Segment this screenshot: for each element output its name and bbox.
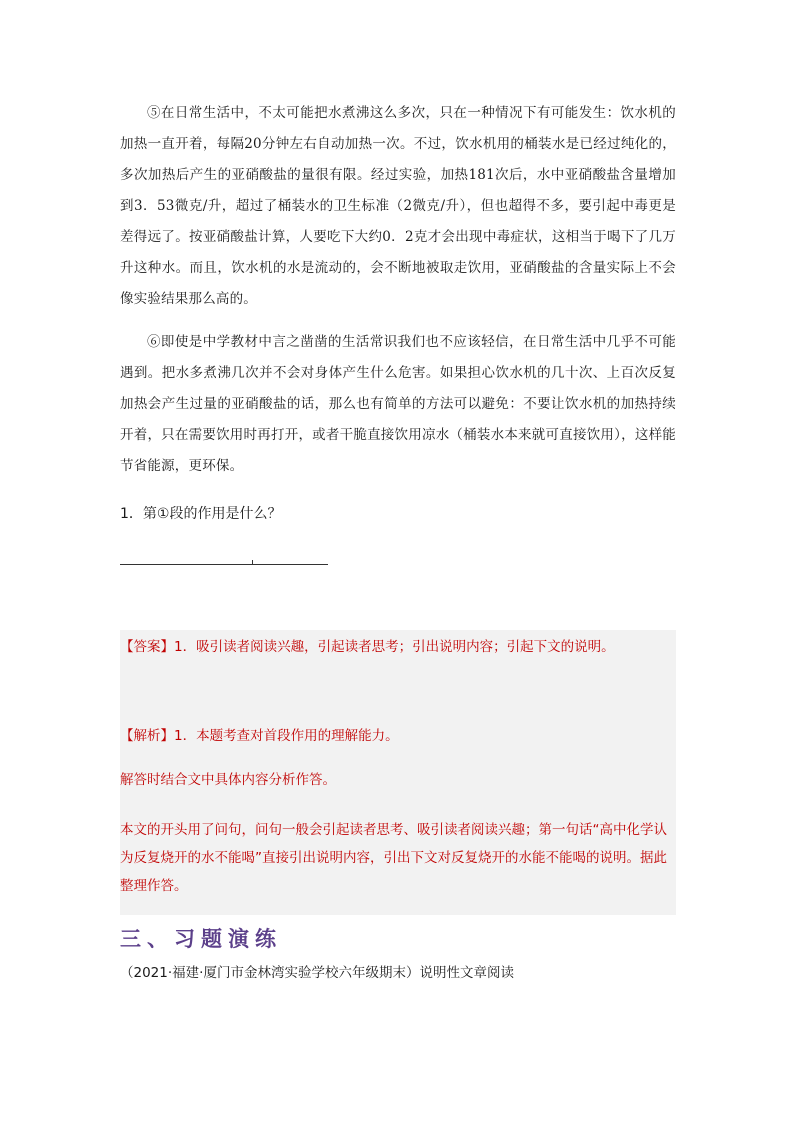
answer-blank-line[interactable] (120, 564, 328, 565)
section-title: 三、习题演练 (120, 926, 282, 951)
article-paragraph-6: ⑥即使是中学教材中言之凿凿的生活常识我们也不应该轻信，在日常生活中几乎不可能遇到。把水多煮沸几次并不会对身体产生什么危害。如果担心饮水机的几十次、上百次反复加热会产生过量的亚硝酸盐的话，那么也有简单的方法可以避免：不要让饮水机的加热持续开着，只在需要饮用时再打开，或者干脆直接饮用凉水（桶装水本来就可直接饮用），这样能节省能源，更环保。 (120, 334, 676, 474)
answer-label: 【答案】 (120, 639, 174, 655)
analysis-label: 【解析】 (120, 728, 174, 744)
answer-line (120, 637, 615, 657)
answer-text: 1．吸引读者阅读兴趣，引起读者思考；引出说明内容；引起下文的说明。 (174, 639, 615, 655)
analysis-line (120, 726, 399, 746)
question-1: 1．第①段的作用是什么？ (120, 506, 282, 522)
answer-blank-tick (252, 560, 253, 565)
analysis-text: 1．本题考查对首段作用的理解能力。 (174, 728, 399, 744)
article-paragraph-5: ⑤在日常生活中，不太可能把水煮沸这么多次，只在一种情况下有可能发生：饮水机的加热一直开着，每隔20分钟左右自动加热一次。不过，饮水机用的桶装水是已经过纯化的，多次加热后产生的亚硝酸盐的量很有限。经过实验，加热181次后，水中亚硝酸盐含量增加到3．53微克/升，超过了桶装水的卫生标准（2微克/升），但也超得不多，要引起中毒更是差得远了。按亚硝酸盐计算，人要吃下大约0．2克才会出现中毒症状，这相当于喝下了几万升这种水。而且，饮水机的水是流动的，会不断地被取走饮用，亚硝酸盐的含量实际上不会像实验结果那么高的。 (120, 105, 676, 307)
analysis-line-2: 解答时结合文中具体内容分析作答。 (120, 772, 336, 788)
analysis-line-3: 本文的开头用了问句，问句一般会引起读者思考、吸引读者阅读兴趣；第一句话“高中化学认为反复烧开的水不能喝”直接引出说明内容，引出下文对反复烧开的水能不能喝的说明。据此整理作答。 (120, 822, 667, 894)
section-source: （2021·福建·厦门市金林湾实验学校六年级期末）说明性文章阅读 (120, 965, 514, 981)
